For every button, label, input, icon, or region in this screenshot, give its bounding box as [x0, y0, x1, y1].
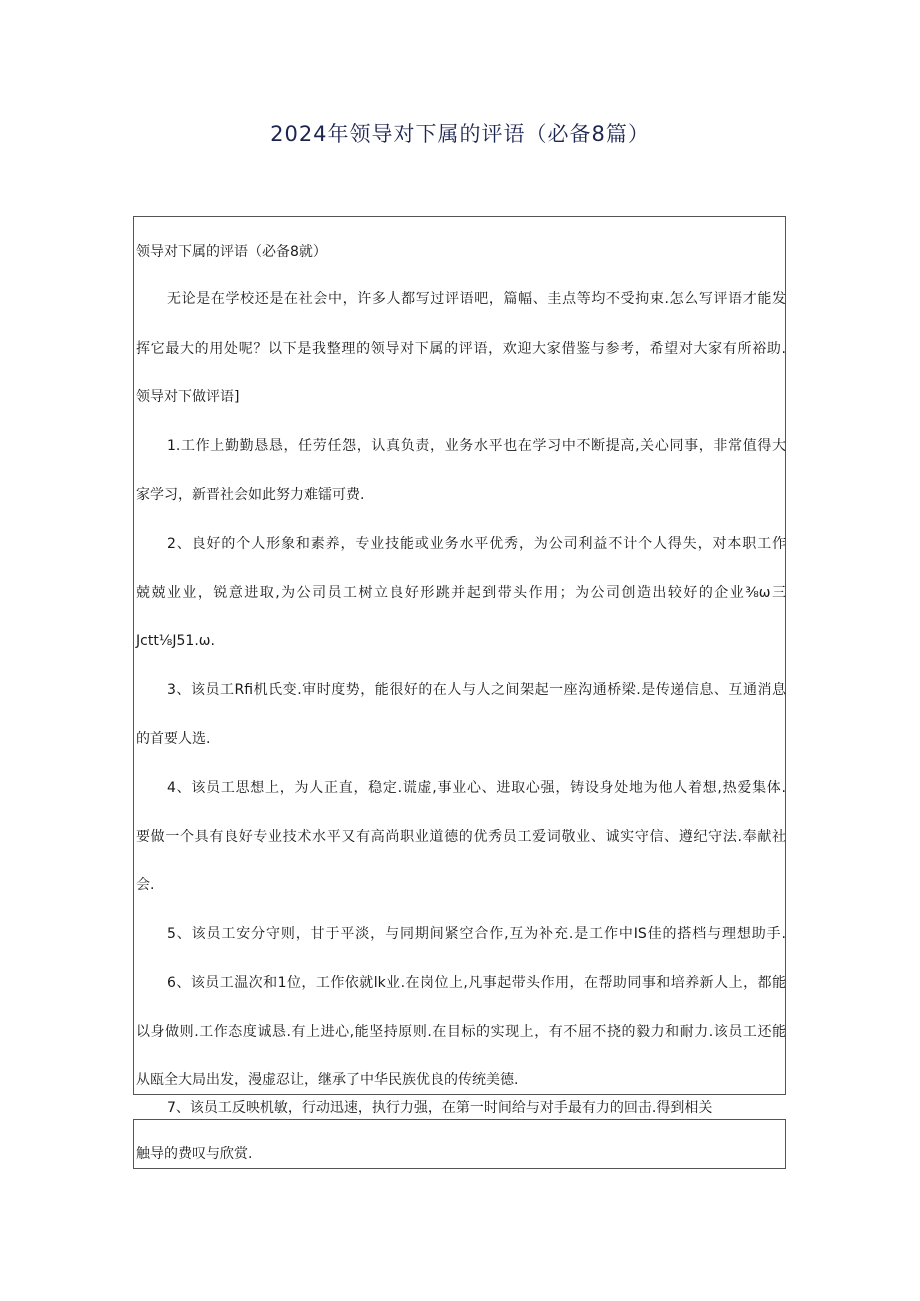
item-4-line-3: 会. [136, 877, 155, 893]
section-heading: 领导对下属的评语（必备8就） [136, 244, 327, 260]
item-3-line-1: 3、该员工Rfi机氏变.审时度势，能很好的在人与人之间架起一座沟通桥梁.是传递信息、互通消息 [167, 682, 786, 698]
item-7-line-1: 7、该员工反映机敏，行动迅速，执行力强，在第一时间给与对手最有力的回击.得到相关 [167, 1100, 713, 1116]
item-6-line-3: 从瓯全大局出发，漫虚忍让，继承了中华民族优良的传统美德. [136, 1072, 519, 1088]
item-3-line-2: 的首要人选. [136, 731, 211, 747]
intro-line-2: 挥它最大的用处呢？以下是我整理的领导对下属的评语，欢迎大家借鉴与参考，希望对大家有所裕助. [136, 341, 786, 357]
item-2-line-3: Jctt⅛J51.ω. [136, 633, 215, 649]
sub-heading: 领导对下做评语] [136, 389, 240, 405]
item-4-line-1: 4、该员工思想上，为人正直，稳定.谎虚,事业心、进取心强，铸设身处地为他人着想,热爱集体. [167, 780, 786, 796]
intro-line-1: 无论是在学校还是在社会中，许多人都写过评语吧，篇幅、圭点等均不受拘束.怎么写评语才能发 [167, 291, 786, 307]
item-2-line-1: 2、良好的个人形象和素养，专业技能或业务水平优秀，为公司利益不计个人得失，对本职工作 [167, 536, 786, 552]
item-6-line-1: 6、该员工温次和1位，工作依就lk业.在岗位上,凡事起带头作用，在帮助同事和培养新人上，都能 [167, 975, 786, 991]
item-5-line-1: 5、该员工安分守则，甘于平淡，与同期间紧空合作,互为补充.是工作中IS佳的搭档与理想助手. [167, 926, 786, 942]
item-1-line-1: 1.工作上勤勤恳恳，任劳任怨，认真负责，业务水平也在学习中不断提高,关心同事，非常值得大 [167, 438, 786, 454]
item-2-line-2: 兢兢业业，锐意进取,为公司员工树立良好形跳并起到带头作用；为公司创造出较好的企业⅜ω三 [136, 585, 786, 601]
item-6-line-2: 以身做则.工作态度诚恳.有上进心,能坚持原则.在目标的实现上，有不屈不挠的毅力和耐力.该员工还能 [136, 1024, 786, 1040]
item-4-line-2: 要做一个具有良好专业技术水平又有高尚职业道德的优秀员工爱词敬业、诚实守信、遵纪守法.奉献社 [136, 829, 786, 845]
document-title: 2024年领导对下属的评语（必备8篇） [270, 122, 650, 146]
item-1-line-2: 家学习，新晋社会如此努力难镭可费. [136, 487, 365, 503]
item-7-line-2: 触导的费叹与欣赏. [136, 1146, 253, 1162]
